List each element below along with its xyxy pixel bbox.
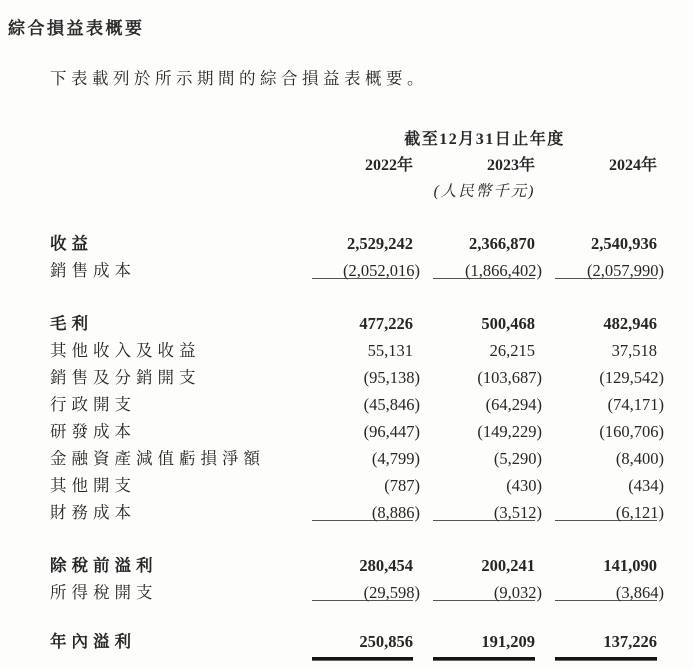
value-cell bbox=[433, 367, 542, 394]
table-row bbox=[50, 394, 664, 421]
row-label: 年內溢利 bbox=[50, 632, 136, 651]
value-cell bbox=[555, 260, 664, 280]
period-header: 截至12月31日止年度 bbox=[404, 131, 565, 148]
value-cell bbox=[312, 313, 413, 340]
value-cell bbox=[433, 340, 535, 367]
value-text: (9,032) bbox=[493, 583, 542, 602]
currency-unit-note: (人民幣千元) bbox=[433, 183, 536, 200]
value-text: (96,447) bbox=[363, 422, 420, 441]
table-row bbox=[50, 367, 664, 394]
table-row bbox=[50, 448, 664, 475]
value-cell bbox=[555, 502, 664, 522]
value-text: (149,229) bbox=[477, 422, 542, 441]
value-text: 500,468 bbox=[481, 314, 535, 333]
value-cell bbox=[555, 421, 664, 448]
value-text: (430) bbox=[506, 476, 542, 495]
value-text: (129,542) bbox=[599, 368, 664, 387]
value-cell bbox=[312, 475, 420, 502]
value-text: (8,400) bbox=[615, 449, 664, 468]
value-cell bbox=[312, 367, 420, 394]
year-header-spacer bbox=[50, 156, 312, 175]
value-text: 2,366,870 bbox=[469, 234, 535, 253]
value-text: 250,856 bbox=[359, 632, 413, 651]
value-cell bbox=[555, 555, 657, 582]
table-row bbox=[50, 421, 664, 448]
value-cell bbox=[555, 394, 664, 421]
table-row bbox=[50, 582, 664, 609]
total-double-rule bbox=[555, 657, 657, 661]
row-label: 銷售成本 bbox=[50, 261, 136, 280]
value-cell bbox=[555, 448, 664, 475]
table-row bbox=[50, 502, 664, 529]
value-cell bbox=[555, 313, 657, 340]
income-table-body bbox=[50, 233, 664, 658]
value-text: 137,226 bbox=[603, 632, 657, 651]
value-cell bbox=[433, 502, 542, 522]
value-cell bbox=[555, 475, 664, 502]
value-cell bbox=[433, 555, 535, 582]
value-cell bbox=[312, 421, 420, 448]
value-text: 280,454 bbox=[359, 556, 413, 575]
table-row bbox=[50, 233, 657, 260]
value-text: (1,866,402) bbox=[465, 261, 542, 280]
value-text: (103,687) bbox=[477, 368, 542, 387]
row-label: 行政開支 bbox=[50, 395, 136, 414]
row-label: 其他開支 bbox=[50, 476, 136, 495]
value-cell bbox=[312, 448, 420, 475]
value-cell bbox=[312, 394, 420, 421]
total-double-rule bbox=[312, 657, 413, 661]
year-header-2022: 2022年 bbox=[364, 157, 413, 174]
table-row bbox=[50, 475, 664, 502]
value-cell bbox=[433, 582, 542, 602]
value-cell bbox=[555, 631, 657, 658]
value-cell bbox=[555, 582, 664, 602]
total-double-rule bbox=[433, 657, 535, 661]
value-text: (160,706) bbox=[599, 422, 664, 441]
income-statement-table bbox=[50, 129, 664, 658]
value-cell bbox=[312, 582, 420, 602]
value-cell bbox=[433, 394, 542, 421]
row-label: 收益 bbox=[50, 234, 93, 253]
value-text: 37,518 bbox=[611, 341, 657, 360]
table-row bbox=[50, 313, 657, 340]
value-text: 191,209 bbox=[481, 632, 535, 651]
value-text: (2,057,990) bbox=[587, 261, 664, 280]
row-label: 銷售及分銷開支 bbox=[50, 368, 201, 387]
value-cell bbox=[433, 475, 542, 502]
value-text: 2,540,936 bbox=[591, 234, 657, 253]
row-label: 財務成本 bbox=[50, 503, 136, 522]
value-text: 477,226 bbox=[359, 314, 413, 333]
value-text: (787) bbox=[384, 476, 420, 495]
year-header-2023: 2023年 bbox=[486, 157, 535, 174]
value-text: (3,512) bbox=[493, 503, 542, 522]
table-row bbox=[50, 555, 657, 582]
value-cell bbox=[555, 367, 664, 394]
value-text: (95,138) bbox=[363, 368, 420, 387]
value-cell bbox=[433, 631, 535, 658]
value-text: 55,131 bbox=[367, 341, 413, 360]
value-text: (2,052,016) bbox=[343, 261, 420, 280]
value-cell bbox=[312, 555, 413, 582]
intro-paragraph: 下表載列於所示期間的綜合損益表概要。 bbox=[50, 69, 428, 88]
value-cell bbox=[312, 340, 413, 367]
value-cell bbox=[312, 233, 413, 260]
value-text: (5,290) bbox=[493, 449, 542, 468]
row-label: 毛利 bbox=[50, 314, 93, 333]
row-label: 除稅前溢利 bbox=[50, 556, 158, 575]
value-cell bbox=[433, 233, 535, 260]
value-text: (45,846) bbox=[363, 395, 420, 414]
row-label: 研發成本 bbox=[50, 422, 136, 441]
value-text: 200,241 bbox=[481, 556, 535, 575]
value-text: (434) bbox=[628, 476, 664, 495]
value-cell bbox=[433, 448, 542, 475]
table-row bbox=[50, 340, 657, 367]
value-cell bbox=[433, 260, 542, 280]
year-header-2024: 2024年 bbox=[608, 157, 657, 174]
row-label: 所得稅開支 bbox=[50, 583, 158, 602]
value-cell bbox=[312, 260, 420, 280]
value-cell bbox=[433, 313, 535, 340]
value-cell bbox=[312, 631, 413, 658]
section-title: 綜合損益表概要 bbox=[8, 19, 145, 38]
value-text: (6,121) bbox=[615, 503, 664, 522]
value-text: (29,598) bbox=[363, 583, 420, 602]
table-row bbox=[50, 631, 657, 658]
row-label: 金融資產減值虧損淨額 bbox=[50, 449, 265, 468]
value-cell bbox=[555, 233, 657, 260]
value-text: 141,090 bbox=[603, 556, 657, 575]
value-text: (8,886) bbox=[371, 503, 420, 522]
value-text: (4,799) bbox=[371, 449, 420, 468]
year-header-row bbox=[50, 156, 657, 175]
value-text: (3,864) bbox=[615, 583, 664, 602]
value-cell bbox=[312, 502, 420, 522]
value-text: 482,946 bbox=[603, 314, 657, 333]
value-text: 2,529,242 bbox=[347, 234, 413, 253]
value-text: 26,215 bbox=[489, 341, 535, 360]
value-text: (64,294) bbox=[485, 395, 542, 414]
value-text: (74,171) bbox=[607, 395, 664, 414]
row-label: 其他收入及收益 bbox=[50, 341, 201, 360]
value-cell bbox=[433, 421, 542, 448]
table-row bbox=[50, 260, 664, 287]
value-cell bbox=[555, 340, 657, 367]
